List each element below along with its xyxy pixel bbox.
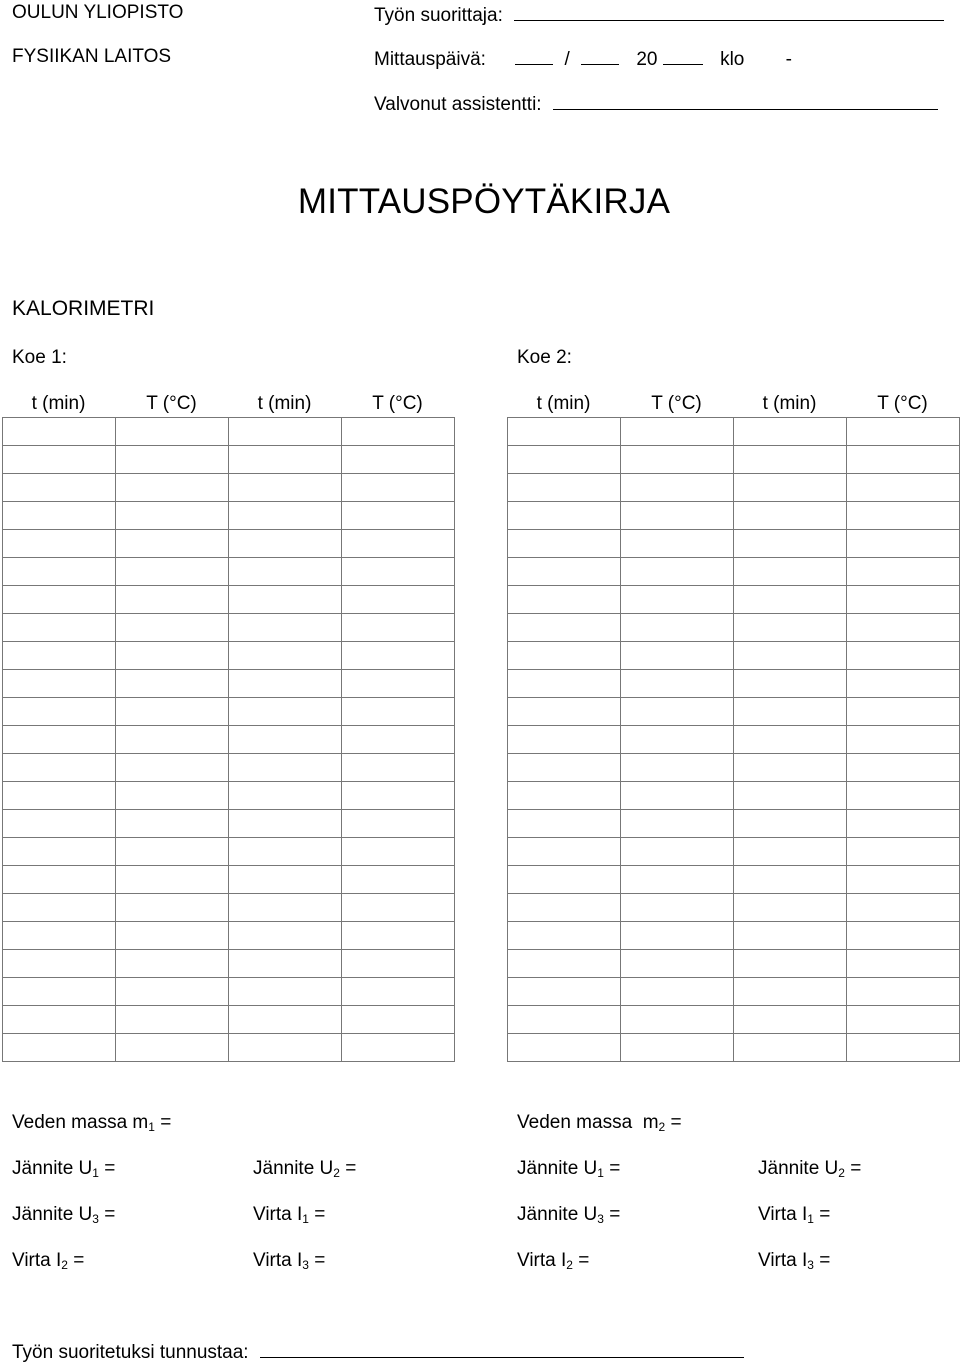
- koe1-current-i2[interactable]: Virta $I_2$ =: [12, 1250, 85, 1272]
- koe1-data-cell[interactable]: [116, 1034, 229, 1062]
- koe2-data-cell[interactable]: [734, 502, 847, 530]
- koe2-data-cell[interactable]: [847, 418, 960, 446]
- koe2-data-cell[interactable]: [734, 446, 847, 474]
- koe1-data-cell[interactable]: [3, 838, 116, 866]
- table-row: [3, 698, 455, 726]
- koe1-data-cell[interactable]: [116, 558, 229, 586]
- assistant-label: Valvonut assistentti:: [374, 94, 542, 115]
- koe2-data-cell[interactable]: [734, 754, 847, 782]
- koe2-data-cell[interactable]: [621, 922, 734, 950]
- table-row: [508, 614, 960, 642]
- assistant-field[interactable]: [553, 91, 938, 110]
- koe2-data-cell[interactable]: [621, 1006, 734, 1034]
- koe1-data-cell[interactable]: [3, 754, 116, 782]
- koe2-data-cell[interactable]: [847, 838, 960, 866]
- koe2-data-cell[interactable]: [508, 922, 621, 950]
- table-row: [3, 810, 455, 838]
- koe1-data-cell[interactable]: [229, 418, 342, 446]
- koe2-data-cell[interactable]: [847, 642, 960, 670]
- koe1-data-cell[interactable]: [229, 978, 342, 1006]
- koe1-data-cell[interactable]: [229, 1034, 342, 1062]
- koe1-data-cell[interactable]: [116, 866, 229, 894]
- koe2-data-cell[interactable]: [847, 1034, 960, 1062]
- koe1-data-cell[interactable]: [229, 866, 342, 894]
- koe2-data-cell[interactable]: [621, 446, 734, 474]
- date-row: [374, 46, 792, 71]
- koe2-current-i3[interactable]: Virta $I_3$ =: [758, 1250, 831, 1272]
- experiment-2-label: Koe 2:: [517, 347, 572, 368]
- koe2-data-cell[interactable]: [734, 950, 847, 978]
- table-row: [508, 1034, 960, 1062]
- koe1-data-cell[interactable]: [342, 1006, 455, 1034]
- time-label: klo: [720, 49, 745, 70]
- approval-label: Työn suoritetuksi tunnustaa:: [12, 1342, 249, 1363]
- koe1-data-cell[interactable]: [3, 1034, 116, 1062]
- koe2-data-cell[interactable]: [508, 558, 621, 586]
- koe1-data-cell[interactable]: [3, 922, 116, 950]
- koe2-data-cell[interactable]: [847, 978, 960, 1006]
- koe1-data-cell[interactable]: [116, 1006, 229, 1034]
- table-row: [508, 530, 960, 558]
- koe1-data-cell[interactable]: [116, 502, 229, 530]
- koe1-col-temp-2: T (°C): [372, 393, 423, 414]
- koe2-data-cell[interactable]: [508, 614, 621, 642]
- koe2-data-cell[interactable]: [508, 1034, 621, 1062]
- table-row: [508, 586, 960, 614]
- koe2-data-cell[interactable]: [508, 474, 621, 502]
- koe2-data-cell[interactable]: [621, 558, 734, 586]
- koe2-data-cell[interactable]: [621, 894, 734, 922]
- koe2-data-cell[interactable]: [847, 726, 960, 754]
- koe1-data-cell[interactable]: [116, 474, 229, 502]
- koe1-data-cell[interactable]: [342, 978, 455, 1006]
- koe1-data-cell[interactable]: [229, 894, 342, 922]
- koe1-data-cell[interactable]: [3, 978, 116, 1006]
- koe1-data-cell[interactable]: [116, 754, 229, 782]
- approval-signature-field[interactable]: [260, 1339, 744, 1358]
- table-row: [3, 754, 455, 782]
- table-row: [508, 922, 960, 950]
- koe2-data-cell[interactable]: [508, 586, 621, 614]
- koe1-data-cell[interactable]: [342, 530, 455, 558]
- koe2-data-cell[interactable]: [734, 838, 847, 866]
- koe2-water-mass[interactable]: Veden massa $m_2$ =: [517, 1112, 682, 1134]
- table-row: [508, 698, 960, 726]
- table-row: [3, 474, 455, 502]
- table-row: [508, 418, 960, 446]
- koe2-data-cell[interactable]: [847, 530, 960, 558]
- koe1-data-cell[interactable]: [116, 418, 229, 446]
- table-row: [3, 894, 455, 922]
- table-row: [3, 1034, 455, 1062]
- date-separator: /: [564, 49, 570, 70]
- koe1-col-temp-1: T (°C): [146, 393, 197, 414]
- koe2-col-time-2: t (min): [762, 393, 817, 414]
- koe1-data-cell[interactable]: [342, 502, 455, 530]
- koe1-current-i3[interactable]: Virta $I_3$ =: [253, 1250, 326, 1272]
- koe2-data-cell[interactable]: [734, 698, 847, 726]
- koe2-current-i2[interactable]: Virta $I_2$ =: [517, 1250, 590, 1272]
- koe2-data-cell[interactable]: [621, 586, 734, 614]
- table-row: [3, 782, 455, 810]
- koe2-data-cell[interactable]: [508, 978, 621, 1006]
- koe1-data-cell[interactable]: [342, 866, 455, 894]
- koe1-data-cell[interactable]: [342, 754, 455, 782]
- date-month-field[interactable]: [581, 46, 619, 65]
- table-row: [508, 838, 960, 866]
- koe1-data-cell[interactable]: [3, 866, 116, 894]
- koe2-col-temp-2: T (°C): [877, 393, 928, 414]
- koe1-data-cell[interactable]: [342, 894, 455, 922]
- koe2-data-cell[interactable]: [847, 614, 960, 642]
- table-row: [508, 670, 960, 698]
- table-row: [3, 726, 455, 754]
- koe2-data-cell[interactable]: [847, 698, 960, 726]
- table-row: [3, 978, 455, 1006]
- koe2-data-cell[interactable]: [621, 782, 734, 810]
- koe2-voltage-u2[interactable]: Jännite $U_2$ =: [758, 1158, 862, 1180]
- table-row: [508, 950, 960, 978]
- koe1-data-cell[interactable]: [342, 950, 455, 978]
- koe2-col-temp-1: T (°C): [651, 393, 702, 414]
- table-row: [508, 866, 960, 894]
- koe1-data-cell[interactable]: [116, 530, 229, 558]
- table-row: [3, 446, 455, 474]
- table-row: [3, 866, 455, 894]
- koe2-data-cell[interactable]: [508, 838, 621, 866]
- koe1-voltage-u3[interactable]: Jännite $U_3$ =: [12, 1204, 116, 1226]
- koe1-data-cell[interactable]: [342, 922, 455, 950]
- table-row: [508, 446, 960, 474]
- table-row: [3, 1006, 455, 1034]
- koe1-data-cell[interactable]: [3, 586, 116, 614]
- koe2-voltage-u3[interactable]: Jännite $U_3$ =: [517, 1204, 621, 1226]
- koe2-data-cell[interactable]: [508, 1006, 621, 1034]
- performer-field[interactable]: [514, 2, 944, 21]
- koe2-data-cell[interactable]: [734, 670, 847, 698]
- table-row: [508, 782, 960, 810]
- performer-label: Työn suorittaja:: [374, 5, 503, 26]
- koe2-data-cell[interactable]: [847, 558, 960, 586]
- table-row: [508, 978, 960, 1006]
- koe2-data-cell[interactable]: [508, 418, 621, 446]
- koe1-data-cell[interactable]: [229, 446, 342, 474]
- koe1-data-cell[interactable]: [116, 782, 229, 810]
- date-label: Mittauspäivä:: [374, 49, 486, 70]
- koe1-data-cell[interactable]: [342, 810, 455, 838]
- koe2-data-cell[interactable]: [508, 642, 621, 670]
- koe1-data-cell[interactable]: [342, 586, 455, 614]
- koe2-data-cell[interactable]: [508, 754, 621, 782]
- koe2-data-cell[interactable]: [847, 446, 960, 474]
- koe2-data-cell[interactable]: [508, 894, 621, 922]
- koe2-data-cell[interactable]: [621, 1034, 734, 1062]
- koe2-voltage-u1[interactable]: Jännite $U_1$ =: [517, 1158, 621, 1180]
- koe2-data-cell[interactable]: [847, 894, 960, 922]
- koe2-data-cell[interactable]: [847, 586, 960, 614]
- koe2-data-cell[interactable]: [734, 1006, 847, 1034]
- koe1-data-cell[interactable]: [229, 474, 342, 502]
- koe2-data-cell[interactable]: [621, 838, 734, 866]
- koe1-data-cell[interactable]: [116, 670, 229, 698]
- koe2-col-time-1: t (min): [536, 393, 591, 414]
- table-row: [3, 838, 455, 866]
- koe2-current-i1[interactable]: Virta $I_1$ =: [758, 1204, 831, 1226]
- koe1-data-cell[interactable]: [3, 894, 116, 922]
- koe1-data-cell[interactable]: [3, 698, 116, 726]
- koe2-data-cell[interactable]: [508, 446, 621, 474]
- koe2-data-cell[interactable]: [621, 754, 734, 782]
- university-name: OULUN YLIOPISTO: [12, 2, 184, 23]
- koe1-data-cell[interactable]: [342, 726, 455, 754]
- koe2-data-cell[interactable]: [508, 782, 621, 810]
- table-row: [3, 530, 455, 558]
- table-row: [3, 502, 455, 530]
- table-row: [508, 754, 960, 782]
- date-year-field[interactable]: [663, 46, 703, 65]
- koe1-data-cell[interactable]: [342, 670, 455, 698]
- table-row: [508, 502, 960, 530]
- koe2-data-cell[interactable]: [734, 894, 847, 922]
- koe2-data-cell[interactable]: [847, 670, 960, 698]
- koe2-data-cell[interactable]: [508, 866, 621, 894]
- koe1-data-cell[interactable]: [3, 474, 116, 502]
- koe1-data-cell[interactable]: [3, 418, 116, 446]
- koe2-data-cell[interactable]: [734, 978, 847, 1006]
- approval-row: [12, 1339, 744, 1364]
- table-row: [508, 558, 960, 586]
- year-prefix: 20: [636, 49, 658, 70]
- koe1-data-cell[interactable]: [229, 922, 342, 950]
- koe1-data-cell[interactable]: [229, 670, 342, 698]
- department-name: FYSIIKAN LAITOS: [12, 46, 172, 67]
- koe2-data-cell[interactable]: [734, 474, 847, 502]
- table-row: [3, 586, 455, 614]
- koe1-data-cell[interactable]: [3, 670, 116, 698]
- koe2-data-cell[interactable]: [847, 754, 960, 782]
- koe1-data-cell[interactable]: [229, 558, 342, 586]
- koe2-data-cell[interactable]: [734, 726, 847, 754]
- koe1-data-cell[interactable]: [229, 586, 342, 614]
- koe2-data-cell[interactable]: [621, 978, 734, 1006]
- koe1-data-cell[interactable]: [229, 1006, 342, 1034]
- koe2-data-cell[interactable]: [621, 866, 734, 894]
- koe2-data-cell[interactable]: [621, 418, 734, 446]
- table-row: [3, 950, 455, 978]
- koe1-data-cell[interactable]: [116, 614, 229, 642]
- table-row: [3, 418, 455, 446]
- koe2-data-cell[interactable]: [508, 810, 621, 838]
- koe1-data-cell[interactable]: [116, 642, 229, 670]
- koe2-data-cell[interactable]: [508, 530, 621, 558]
- koe1-data-cell[interactable]: [116, 838, 229, 866]
- koe2-data-cell[interactable]: [508, 950, 621, 978]
- koe2-data-cell[interactable]: [621, 502, 734, 530]
- koe1-data-cell[interactable]: [342, 418, 455, 446]
- table-row: [508, 642, 960, 670]
- koe2-data-cell[interactable]: [508, 502, 621, 530]
- table-row: [3, 670, 455, 698]
- koe1-data-cell[interactable]: [229, 754, 342, 782]
- koe1-data-cell[interactable]: [116, 698, 229, 726]
- koe1-data-cell[interactable]: [3, 502, 116, 530]
- koe1-data-cell[interactable]: [3, 782, 116, 810]
- koe2-data-cell[interactable]: [734, 642, 847, 670]
- koe2-data-cell[interactable]: [621, 698, 734, 726]
- koe1-data-cell[interactable]: [342, 698, 455, 726]
- koe1-data-cell[interactable]: [3, 446, 116, 474]
- koe1-data-cell[interactable]: [116, 950, 229, 978]
- koe1-data-cell[interactable]: [116, 446, 229, 474]
- koe1-data-cell[interactable]: [3, 530, 116, 558]
- koe1-data-cell[interactable]: [229, 698, 342, 726]
- koe1-data-cell[interactable]: [342, 642, 455, 670]
- table-row: [508, 474, 960, 502]
- koe2-data-cell[interactable]: [621, 530, 734, 558]
- koe2-data-cell[interactable]: [847, 782, 960, 810]
- koe1-data-cell[interactable]: [342, 782, 455, 810]
- experiment-1-label: Koe 1:: [12, 347, 67, 368]
- koe2-data-cell[interactable]: [734, 558, 847, 586]
- performer-row: [374, 2, 944, 27]
- koe1-water-mass[interactable]: Veden massa $m_1$ =: [12, 1112, 172, 1134]
- koe1-data-cell[interactable]: [229, 642, 342, 670]
- koe2-data-cell[interactable]: [734, 782, 847, 810]
- koe2-data-cell[interactable]: [621, 642, 734, 670]
- koe2-data-cell[interactable]: [508, 726, 621, 754]
- koe2-data-cell[interactable]: [847, 502, 960, 530]
- table-row: [3, 614, 455, 642]
- koe2-data-cell[interactable]: [621, 726, 734, 754]
- koe1-data-cell[interactable]: [3, 614, 116, 642]
- koe1-data-cell[interactable]: [229, 530, 342, 558]
- koe1-data-cell[interactable]: [116, 586, 229, 614]
- koe2-data-cell[interactable]: [734, 586, 847, 614]
- koe1-data-cell[interactable]: [229, 502, 342, 530]
- section-title: KALORIMETRI: [12, 297, 155, 320]
- table-row: [3, 558, 455, 586]
- koe2-data-cell[interactable]: [734, 866, 847, 894]
- koe1-data-cell[interactable]: [342, 1034, 455, 1062]
- koe1-data-cell[interactable]: [116, 726, 229, 754]
- koe1-data-cell[interactable]: [116, 922, 229, 950]
- koe2-data-cell[interactable]: [508, 698, 621, 726]
- page-title: MITTAUSPÖYTÄKIRJA: [297, 182, 671, 221]
- table-row: [3, 922, 455, 950]
- assistant-row: [374, 91, 938, 116]
- koe2-data-grid: [507, 417, 960, 1062]
- koe2-data-cell[interactable]: [847, 1006, 960, 1034]
- table-row: [3, 642, 455, 670]
- koe1-data-cell[interactable]: [3, 810, 116, 838]
- koe1-data-cell[interactable]: [229, 950, 342, 978]
- koe1-data-cell[interactable]: [229, 838, 342, 866]
- koe2-data-cell[interactable]: [847, 474, 960, 502]
- koe1-data-cell[interactable]: [116, 978, 229, 1006]
- koe1-data-grid: [2, 417, 455, 1062]
- koe1-data-cell[interactable]: [229, 810, 342, 838]
- koe1-col-time-1: t (min): [31, 393, 86, 414]
- koe1-data-cell[interactable]: [3, 726, 116, 754]
- koe1-col-time-2: t (min): [257, 393, 312, 414]
- koe2-data-cell[interactable]: [621, 810, 734, 838]
- koe1-data-cell[interactable]: [229, 782, 342, 810]
- koe1-data-cell[interactable]: [3, 558, 116, 586]
- koe1-data-cell[interactable]: [342, 614, 455, 642]
- koe1-data-cell[interactable]: [342, 558, 455, 586]
- koe1-data-cell[interactable]: [116, 810, 229, 838]
- koe2-data-cell[interactable]: [734, 530, 847, 558]
- koe1-data-cell[interactable]: [116, 894, 229, 922]
- koe1-data-cell[interactable]: [229, 614, 342, 642]
- koe2-data-cell[interactable]: [734, 922, 847, 950]
- koe1-voltage-u1[interactable]: Jännite $U_1$ =: [12, 1158, 116, 1180]
- koe2-data-cell[interactable]: [734, 614, 847, 642]
- koe2-data-cell[interactable]: [847, 922, 960, 950]
- koe1-data-cell[interactable]: [229, 726, 342, 754]
- koe1-data-cell[interactable]: [342, 838, 455, 866]
- koe2-data-cell[interactable]: [734, 810, 847, 838]
- koe1-data-cell[interactable]: [342, 446, 455, 474]
- koe1-data-cell[interactable]: [3, 1006, 116, 1034]
- table-row: [508, 1006, 960, 1034]
- koe2-data-cell[interactable]: [847, 866, 960, 894]
- table-row: [508, 810, 960, 838]
- koe2-data-cell[interactable]: [847, 810, 960, 838]
- koe2-data-cell[interactable]: [621, 950, 734, 978]
- table-row: [508, 894, 960, 922]
- date-day-field[interactable]: [515, 46, 553, 65]
- koe1-current-i1[interactable]: Virta $I_1$ =: [253, 1204, 326, 1226]
- koe2-data-cell[interactable]: [621, 614, 734, 642]
- koe2-data-cell[interactable]: [621, 670, 734, 698]
- koe1-data-cell[interactable]: [3, 950, 116, 978]
- koe1-data-cell[interactable]: [342, 474, 455, 502]
- koe2-data-cell[interactable]: [847, 950, 960, 978]
- koe2-data-cell[interactable]: [734, 1034, 847, 1062]
- koe1-voltage-u2[interactable]: Jännite $U_2$ =: [253, 1158, 357, 1180]
- koe2-data-cell[interactable]: [621, 474, 734, 502]
- koe2-data-cell[interactable]: [508, 670, 621, 698]
- koe2-data-cell[interactable]: [734, 418, 847, 446]
- koe1-data-cell[interactable]: [3, 642, 116, 670]
- time-separator: -: [785, 49, 792, 70]
- table-row: [508, 726, 960, 754]
